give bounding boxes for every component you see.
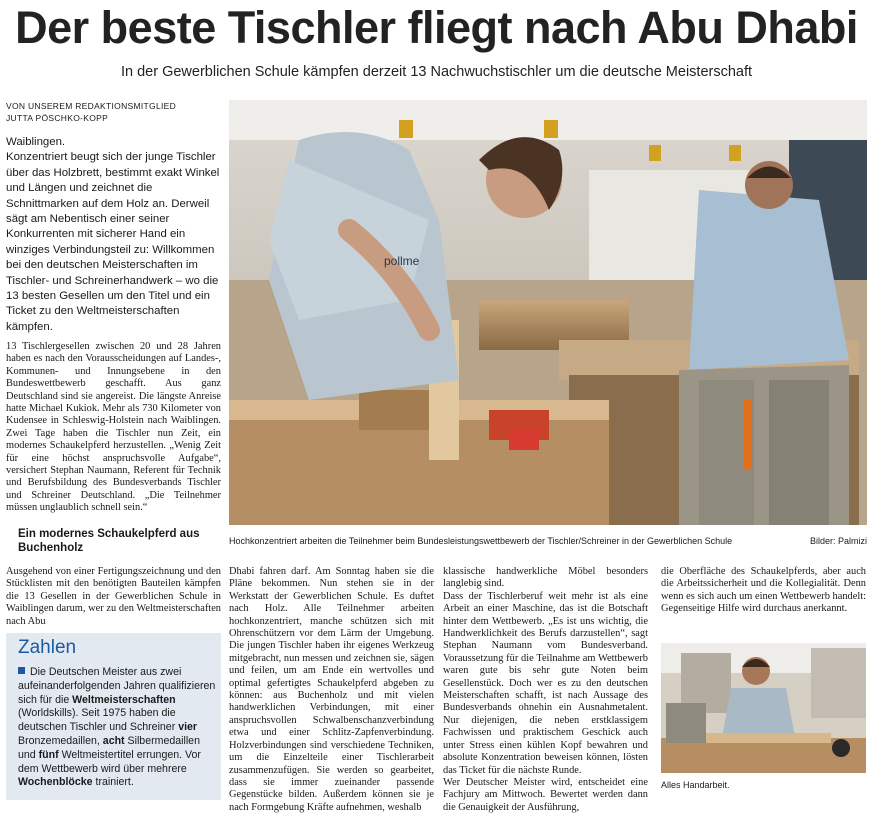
info-box-text — [18, 666, 216, 790]
lead-paragraph — [6, 135, 221, 335]
info-box-title: Zahlen — [18, 637, 77, 658]
headline: Der beste Tischler fliegt nach Abu Dhabi — [15, 2, 858, 53]
body-column-1a — [6, 341, 221, 515]
info-text-part: Bronzemedaillen, — [18, 734, 103, 747]
shirt-logo-text: pollme — [384, 254, 420, 268]
body-text: 13 Tischlergesellen zwischen 20 und 28 Jahren haben es nach den Vorausscheidungen auf Landes-, Kommunen- und Innungsebene in den Bundeswettbewerb geschafft. Aus ganz Deutschland sind sie angereist. Die längste Anreise hatte Michael Kukiok. Mehr als 730 Kilometer von Kudensee in Schleswig-Holstein nach Waiblingen. Zwei Tage haben die Tischler nun Zeit, ein modernes Schaukelpferd herzustellen. „Wenig Zeit für eine höchst anspruchsvolle Aufgabe“, versichert Stephan Naumann, Referent für Technik und Berufsbildung des Bundesverbands Tischler und Schreiner Deutschland. „Die Teilnehmer müssen unglaublich schnell sein.“ — [6, 341, 221, 514]
secondary-photo — [661, 643, 866, 773]
body-text: die Oberfläche des Schaukelpferds, aber auch die Arbeitssicherheit und die Kollegialität. Denn wenn es sich auch um einen Wettbewerb handelt: Gegenseitige Hilfe wird durchaus anerkannt. — [661, 566, 866, 615]
handwork-illustration — [661, 643, 866, 773]
info-text-part: Die Deutschen Meister aus zwei aufeinanderfolgenden Jahren qualifizieren sich für die — [18, 666, 216, 706]
body-column-2 — [229, 566, 434, 814]
body-column-4 — [661, 566, 866, 616]
byline — [6, 100, 221, 124]
info-text-part: (Worldskills). Seit 1975 haben die deutschen Tischler und Schreiner — [18, 707, 179, 734]
body-column-1b — [6, 566, 221, 628]
caption-text: Hochkonzentriert arbeiten die Teilnehmer beim Bundesleistungswettbewerb der Tischler/Schreiner in der Gewerblichen Schule — [229, 536, 733, 546]
subheadline: In der Gewerblichen Schule kämpfen derzeit 13 Nachwuchstischler um die deutsche Meisterschaft — [120, 64, 753, 80]
info-number: vier — [178, 721, 198, 734]
byline-line1: VON UNSEREM REDAKTIONSMITGLIED — [6, 101, 177, 111]
body-column-3 — [443, 566, 648, 814]
body-text: Ausgehend von einer Fertigungszeichnung und den Stücklisten mit den benötigten Bauteilen kämpfen die 13 Gesellen in der Gewerblichen Schule in Waiblingen darum, wer zu den Weltmeisterschaften nach Abu — [6, 566, 221, 627]
body-text: klassische handwerkliche Möbel besonders langlebig sind. Dass der Tischlerberuf weit mehr ist als eine Arbeit an einer Maschine, das ist die Botschaft hinter dem Wettbewerb. „Es ist uns wichtig, die Handwerklichkeit des Berufs darzustellen“, sagt Stephan Naumann vom Bundesverband. Voraussetzung für die Teilnahme am Wettbewerb waren gute bis sehr gute Noten beim Gesellenstück. Doch wer es zu den deutschen Meisterschaften schafft, ist nach Aussage des Bundesverbands ohnehin ein Ausnahmetalent. Nur diejenigen, die neben erstklassigem Fachwissen und praktischem Geschick auch unter Stress einen kühlen Kopf bewahren und absolute Konzentration beweisen können, lösten das Ticket für die nächste Runde. Wer Deutscher Meister wird, entscheidet eine Fachjury am Mittwoch. Bewertet werden dann die Genauigkeit der Ausführung, — [443, 566, 648, 813]
info-number: acht — [102, 734, 125, 747]
workshop-illustration — [229, 100, 867, 525]
main-photo — [229, 100, 867, 525]
photo-credit: Bilder: Palmizi — [809, 536, 867, 546]
byline-author: JUTTA PÖSCHKO-KOPP — [6, 113, 109, 123]
secondary-photo-caption: Alles Handarbeit. — [661, 780, 730, 790]
info-box — [6, 633, 221, 800]
info-text-bold: Wochenblöcke — [18, 776, 93, 789]
section-subtitle: Ein modernes Schaukelpferd aus Buchenholz — [18, 528, 200, 554]
bullet-square-icon — [18, 667, 25, 674]
info-text-bold: Weltmeisterschaften — [72, 693, 176, 706]
lead-text: Waiblingen. Konzentriert beugt sich der junge Tischler über das Holzbrett, bestimmt exakt Winkel und Längen und zeichnet die Schnittmarken auf dem Holz an. Derweil sägt am Nebentisch einer seiner Konkurrenten mit sicherer Hand ein winziges Verbindungsteil zu: Willkommen bei den deutschen Meisterschaften im Tischler- und Schreinerhandwerk – wo die 13 besten Gesellen um den Titel und ein Ticket zu den Weltmeisterschaften kämpfen. — [6, 136, 220, 333]
info-text-part: Silbermedaillen und — [18, 734, 200, 761]
info-text-part: Weltmeistertitel errungen. Vor dem Wettbewerb wird über mehrere — [18, 748, 201, 775]
info-text-part: trainiert. — [92, 776, 134, 789]
body-text: Dhabi fahren darf. Am Sonntag haben sie die Pläne bekommen. Nun stehen sie in der Werkstatt der Gewerblichen Schule. Es duftet nach Holz. Alle Teilnehmer arbeiten hochkonzentriert, manche schützen sich mit Ohrenschützern vor dem Lärm der Umgebung. Die jungen Tischler haben ihr eigenes Werkzeug mitgebracht, nun messen und zeichnen sie, sägen und feilen, um am Ende ein wertvolles und optimal gefertigtes Schaukelpferd abgeben zu können: aus Buchenholz und mit vielen handwerklichen Verbindungen, mit einer anspruchsvollen Schwalbenschanzverbindung etwa und einer Schlitz-Zapfenverbindung. Holzverbindungen sind verschiedene Techniken, um die Einzelteile einer Tischlerarbeit zusammenzufügen. Sie werden so gearbeitet, dass sie immer zueinander passende Gegenstücke bilden. Außerdem können sie je nach Formgebung Kräfte aufnehmen, weshalb — [229, 566, 434, 813]
photo-caption — [229, 536, 867, 546]
info-number: fünf — [38, 748, 59, 761]
